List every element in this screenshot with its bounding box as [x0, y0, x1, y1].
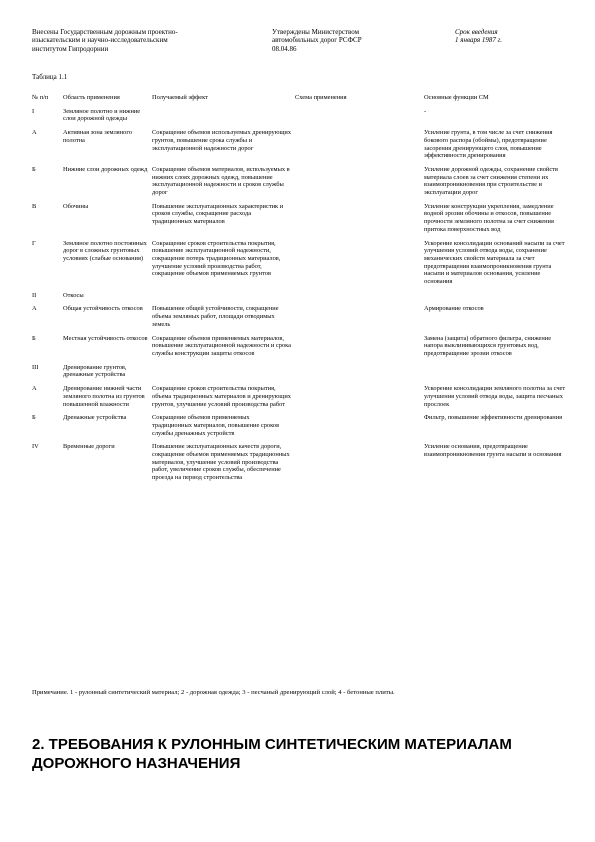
table-row	[30, 292, 570, 306]
table-cell-scheme	[293, 108, 422, 129]
table-cell-effect: Повышение эксплуатационных характеристик и сроков службы, сокращение расхода традиционных материалов	[152, 202, 284, 226]
column-header: Схема применения	[295, 94, 347, 101]
table-cell-num: I	[32, 107, 35, 115]
table-title: Таблица 1.1	[32, 73, 68, 81]
table-cell-scheme	[293, 129, 422, 166]
table-cell-num: IV	[32, 443, 39, 451]
column-header: Основные функции СМ	[424, 94, 489, 101]
table-cell-num: Г	[32, 239, 36, 247]
table-cell-num: А	[32, 385, 37, 393]
table-cell-scheme	[293, 203, 422, 240]
table-row	[30, 129, 570, 166]
table-cell-func: Ускорение консолидации земляного полотна за счет улучшения условий отвода воды, защита песчаных прослоек	[424, 385, 566, 408]
table-cell-num: Б	[32, 165, 36, 173]
table-cell-area: Дренирование нижней части земляного полотна из грунтов повышенной влажности	[63, 385, 145, 408]
table-cell-area: Общая устойчивость откосов	[63, 305, 143, 313]
table-cell-effect: Сокращение объемов применяемых материалов, повышение эксплуатационной надежности и срока службы конструкции защиты откосов	[152, 334, 291, 357]
column-header: Получаемый эффект	[152, 94, 208, 101]
table-note: Примечание. 1 - рулонный синтетический материал; 2 - дорожная одежда; 3 - песчаный дренирующий слой; 4 - бетонные плиты.	[32, 689, 395, 696]
table-row	[30, 108, 570, 129]
table-cell-func	[422, 364, 570, 385]
table-cell-scheme	[293, 385, 422, 414]
table-cell-func: -	[424, 107, 427, 115]
table-cell-func: Замена (защита) обратного фильтра, снижение напора выклинивающихся грунтовых вод, предотвращение эрозии откосов	[424, 334, 552, 357]
table-row	[30, 414, 570, 443]
table-row	[30, 335, 570, 364]
table-cell-scheme	[293, 292, 422, 306]
table-cell-num: А	[32, 305, 37, 313]
table-cell-func: Усиление конструкции укрепления, замедление водной эрозии обочины и откосов, повышение прочности земляного полотна за счет снижения притока поверхностных вод	[424, 202, 554, 233]
table-cell-effect: Сокращение объемов применяемых традиционных материалов, повышение сроков службы дренажных устройств	[152, 414, 280, 437]
section-heading: 2. ТРЕБОВАНИЯ К РУЛОННЫМ СИНТЕТИЧЕСКИМ МАТЕРИАЛАМ ДОРОЖНОГО НАЗНАЧЕНИЯ	[32, 736, 512, 772]
table-row	[30, 166, 570, 203]
table-cell-area: Земляное полотно и нижние слои дорожной одежды	[63, 107, 141, 123]
table-cell-effect	[150, 108, 293, 129]
table-cell-effect: Сокращение сроков строительства покрытия, повышение эксплуатационной надежности, сокращение потерь традиционных материалов, улучшение условий производства работ, сокращение объемов применяемых грунтов	[152, 239, 281, 278]
table-cell-area: Дренирование грунтов, дренажные устройства	[63, 363, 127, 379]
table-cell-func: Ускорение консолидации оснований насыпи за счет улучшения условий отвода воды, сохранение механических свойств материала за счет предотвращения взаимопроникновения грунта насыпи и материалов основания, усиление основания	[424, 239, 565, 286]
table-cell-num: II	[32, 291, 37, 299]
table-cell-effect	[150, 292, 293, 306]
table-cell-effect: Повышение общей устойчивости, сокращение объема земляных работ, площади отводимых земель	[152, 305, 279, 328]
table-cell-area: Активная зона земляного полотна	[63, 129, 133, 144]
table-cell-effect: Сокращение объемов используемых дренирующих грунтов, повышение срока службы и эксплуатационной надежности дорог	[152, 129, 292, 152]
table-row	[30, 364, 570, 385]
table-cell-func: Армирование откосов	[424, 305, 484, 313]
table-cell-scheme	[293, 443, 422, 488]
table-cell-effect	[150, 364, 293, 385]
table-cell-num: Б	[32, 334, 36, 342]
table-cell-scheme	[293, 414, 422, 443]
table-cell-scheme	[293, 305, 422, 334]
table-cell-area: Местная устойчивость откосов	[63, 334, 148, 342]
table-cell-func	[422, 292, 570, 306]
table-row	[30, 203, 570, 240]
table-cell-area: Нижние слои дорожных одежд	[63, 165, 148, 173]
table-cell-area: Временные дороги	[63, 443, 115, 451]
table-cell-func: Усиление основания, предотвращение взаимопроникновения грунта насыпи и основания	[424, 443, 562, 459]
table-cell-effect: Сокращение сроков строительства покрытия, объема традиционных материалов и дренирующих грунтов, улучшение условий производства работ	[152, 385, 291, 408]
table-cell-area: Дренажные устройства	[63, 414, 127, 422]
header-issuer: Внесены Государственным дорожным проектно- изыскательским и научно-исследовательским институтом Гипродорнии	[32, 28, 178, 53]
table-cell-num: В	[32, 202, 37, 210]
table-cell-scheme	[293, 166, 422, 203]
table-cell-effect: Сокращение объемов материалов, используемых в нижних слоях дорожных одежд, повышение эксплуатационной надежности и сроков службы дорог	[152, 165, 290, 197]
table-cell-scheme	[293, 364, 422, 385]
table-cell-func: Усиление дорожной одежды, сохранение свойств материала слоев за счет снижения степени их взаимопроникновения при строительстве и эксплуатации дорог	[424, 165, 558, 197]
table-header-row	[30, 94, 570, 108]
table-row	[30, 240, 570, 292]
table-cell-area: Земляное полотно постоянных дорог в сложных грунтовых условиях (слабые основания)	[63, 239, 147, 262]
table-row	[30, 443, 570, 488]
table-row	[30, 305, 570, 334]
table-cell-num: Б	[32, 414, 36, 422]
table-cell-area: Обочины	[63, 202, 89, 210]
table-cell-num: А	[32, 129, 37, 137]
table-cell-effect: Повышение эксплуатационных качеств дороги, сокращение объемов применяемых традиционных материалов, улучшение условий производства работ, увеличение сроков службы, обеспечение проезда на период строительства	[152, 443, 290, 482]
table-cell-func: Усиление грунта, в том числе за счет снижения бокового распора (обоймы), предотвращение засорения дренирующего слоя, повышение эффективности дренирования	[424, 129, 553, 160]
header-effective-date: Срок введения 1 января 1987 г.	[455, 28, 503, 45]
column-header: № п/п	[32, 94, 49, 101]
table-cell-scheme	[293, 335, 422, 364]
table-cell-area: Откосы	[63, 291, 84, 299]
table-row	[30, 385, 570, 414]
column-header: Область применения	[63, 94, 120, 101]
application-table	[30, 94, 570, 488]
header-approval: Утверждены Министерством автомобильных дорог РСФСР 08.04.86	[272, 28, 362, 53]
table-cell-num: III	[32, 363, 39, 371]
table-cell-scheme	[293, 240, 422, 292]
table-cell-func: Фильтр, повышение эффективности дренирования	[424, 414, 563, 422]
